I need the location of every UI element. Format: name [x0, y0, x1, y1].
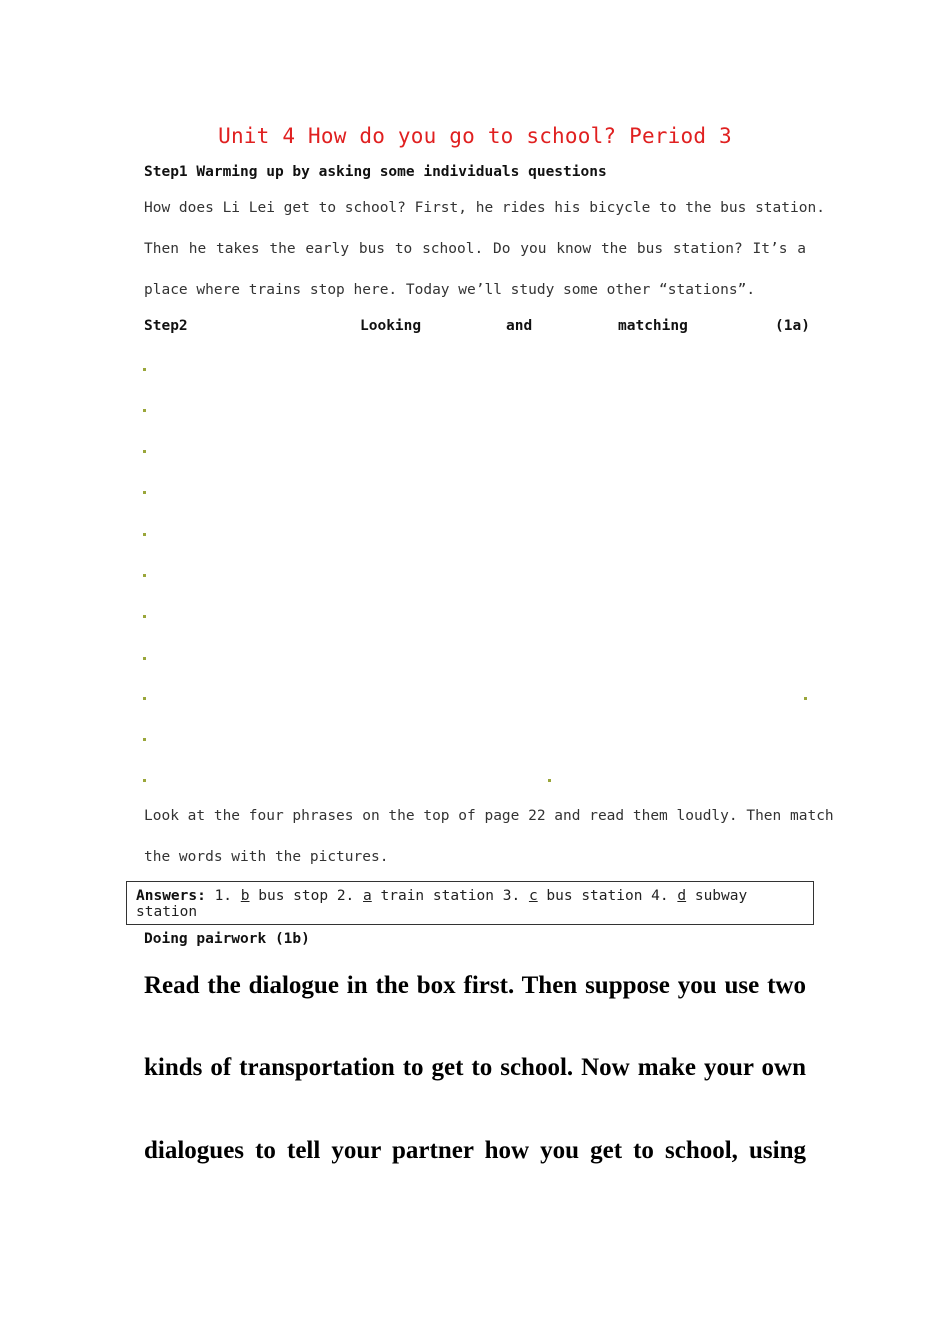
answer-3: 3. c bus station [502, 888, 643, 904]
instructions-line-2: the words with the pictures. [144, 849, 389, 865]
image-placeholder-dot [143, 533, 146, 536]
image-placeholder-dot [804, 697, 807, 700]
step1-line-3: place where trains stop here. Today we’ll study some other “stations”. [144, 282, 756, 298]
image-placeholder-dot [143, 615, 146, 618]
image-placeholder-dot [548, 779, 551, 782]
answers-box [126, 881, 814, 925]
image-placeholder-dot [143, 697, 146, 700]
step1-line-1: How does Li Lei get to school? First, he rides his bicycle to the bus station. [144, 200, 825, 216]
step2-word-5: (1a) [775, 318, 810, 334]
image-placeholder-dot [143, 450, 146, 453]
page-title: Unit 4 How do you go to school? Period 3 [218, 124, 732, 148]
step2-word-1: Step2 [144, 318, 188, 334]
step2-word-2: Looking [360, 318, 422, 334]
step2-word-4: matching [618, 318, 688, 334]
step2-word-3: and [506, 318, 533, 334]
answers-label: Answers: [136, 888, 206, 904]
pairwork-line-2: kinds of transportation to get to school. Now make your own [144, 1054, 806, 1081]
image-placeholder-dot [143, 657, 146, 660]
answer-2: 2. a train station [336, 888, 494, 904]
pairwork-line-1: Read the dialogue in the box first. Then suppose you use two [144, 972, 806, 999]
image-placeholder-dot [143, 738, 146, 741]
image-placeholder-dot [143, 409, 146, 412]
image-placeholder-dot [143, 491, 146, 494]
image-placeholder-dot [143, 779, 146, 782]
instructions-line-1: Look at the four phrases on the top of page 22 and read them loudly. Then match [144, 808, 834, 824]
pairwork-line-3: dialogues to tell your partner how you get to school, using [144, 1137, 806, 1164]
answer-4: 4. d subway station [136, 888, 748, 920]
answer-1: 1. b bus stop [214, 888, 329, 904]
step1-heading: Step1 Warming up by asking some individuals questions [144, 164, 607, 180]
image-placeholder-dot [143, 368, 146, 371]
step1-line-2: Then he takes the early bus to school. Do you know the bus station? It’s a [144, 241, 806, 257]
image-placeholder-dot [143, 574, 146, 577]
pairwork-heading: Doing pairwork (1b) [144, 931, 310, 947]
